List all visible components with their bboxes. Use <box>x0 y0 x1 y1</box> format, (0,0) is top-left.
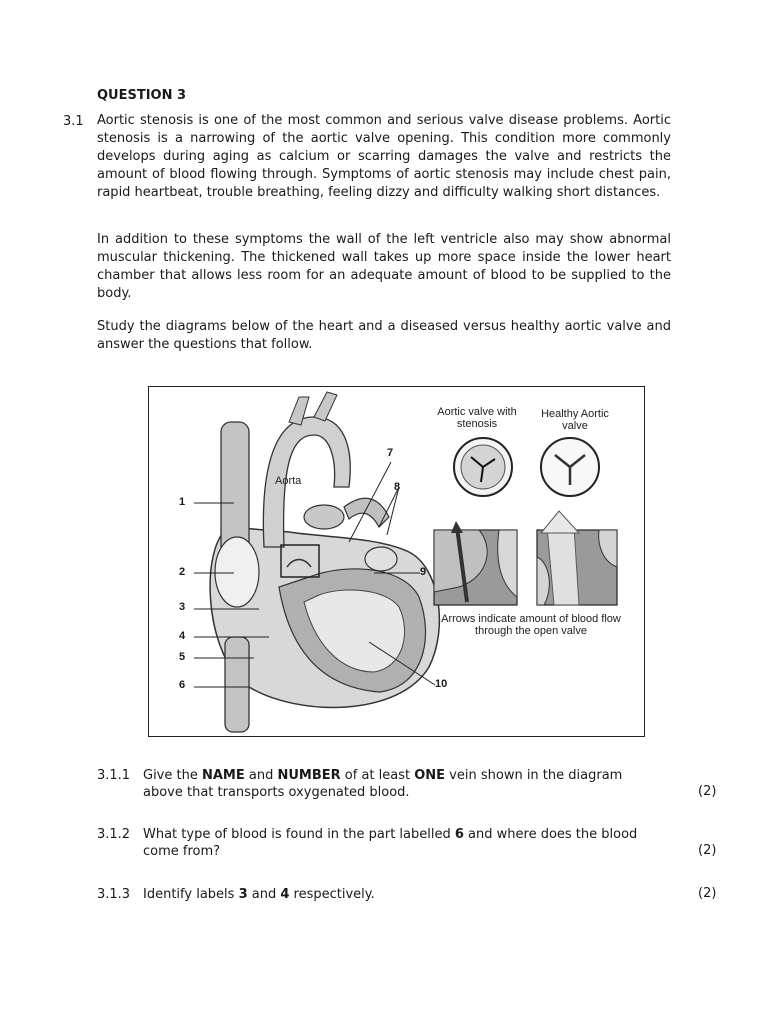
label-3: 3 <box>179 601 186 613</box>
question-number: 3.1.1 <box>97 768 131 783</box>
label-4: 4 <box>179 630 186 642</box>
question-text: What type of blood is found in the part labelled 6 and where does the blood come from? <box>143 827 638 859</box>
label-2: 2 <box>179 566 186 578</box>
instruction-paragraph: Study the diagrams below of the heart and a diseased versus healthy aortic valve and answer the questions that follow. <box>97 319 671 352</box>
question-3-1-1 <box>97 767 657 801</box>
question-3-1-3 <box>97 886 657 904</box>
aorta-label: Aorta <box>275 475 302 487</box>
heart-diagram <box>148 386 645 737</box>
question-heading: QUESTION 3 <box>97 88 187 103</box>
label-5: 5 <box>179 651 186 663</box>
question-number: 3.1 <box>63 114 84 129</box>
intro-paragraph: Aortic stenosis is one of the most common and serious valve disease problems. Aortic stenosis is a narrowing of the aortic valve opening. This condition more commonly develops during aging as calcium or scarring damages the valve and restricts the amount of blood flowing through. Symptoms of aortic stenosis may include chest pain, rapid heartbeat, trouble breathing, feeling dizzy and difficulty walking short distances. <box>97 113 671 200</box>
healthy-caption: Healthy Aortic valve <box>541 408 609 432</box>
label-1: 1 <box>179 496 186 508</box>
symptoms-paragraph: In addition to these symptoms the wall of the left ventricle also may show abnormal muscular thickening. The thickened wall takes up more space inside the lower heart chamber that allows less room for an adequate amount of blood to be supplied to the body. <box>97 232 671 301</box>
question-number: 3.1.2 <box>97 827 131 842</box>
heart-illustration <box>149 387 646 738</box>
question-text: Identify labels 3 and 4 respectively. <box>143 887 375 902</box>
arrows-caption: Arrows indicate amount of blood flow through the open valve <box>441 613 621 637</box>
label-8: 8 <box>394 481 401 493</box>
label-6: 6 <box>179 679 186 691</box>
marks-3-1-1: (2) <box>698 784 717 799</box>
stenosis-caption: Aortic valve with stenosis <box>437 406 517 430</box>
question-number: 3.1.3 <box>97 887 131 902</box>
question-text: Give the NAME and NUMBER of at least ONE vein shown in the diagram above that transports oxygenated blood. <box>143 768 623 800</box>
marks-3-1-2: (2) <box>698 843 717 858</box>
label-7: 7 <box>387 447 394 459</box>
marks-3-1-3: (2) <box>698 886 717 901</box>
label-9: 9 <box>420 566 427 578</box>
leader-line-8b <box>387 487 399 535</box>
label-10: 10 <box>435 678 448 690</box>
question-3-1-2 <box>97 826 657 860</box>
